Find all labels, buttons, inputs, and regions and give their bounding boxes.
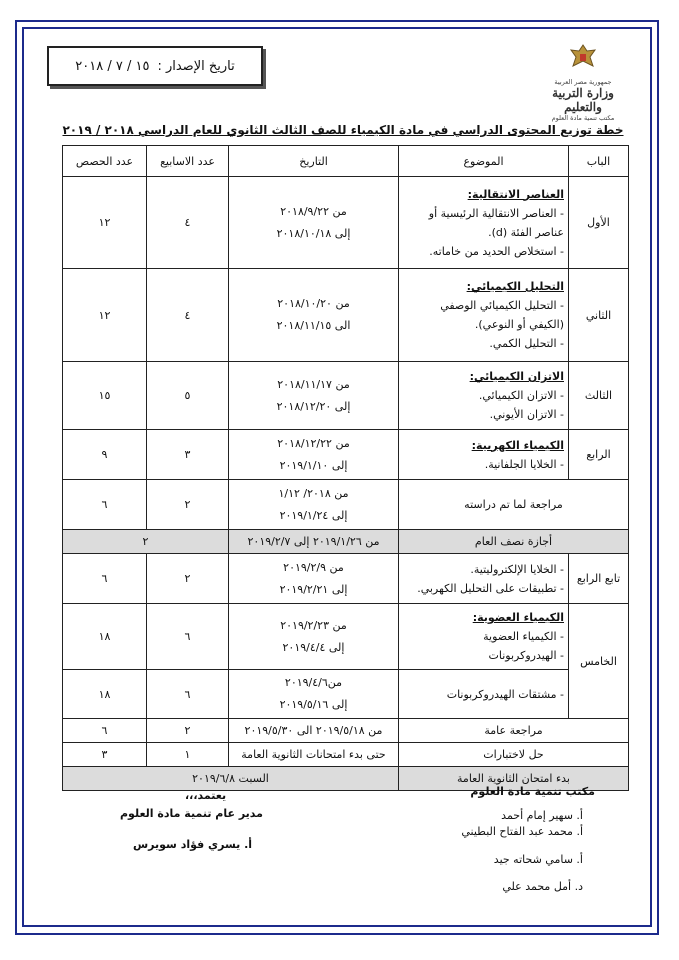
chapter-cell: الثالث <box>569 362 629 430</box>
date-to: إلى ٢٠١٨/١٢/٢٠ <box>276 399 351 413</box>
table-row <box>63 719 629 743</box>
date-from: من ٢٠١٩/٢/٩ <box>283 560 344 574</box>
table-row <box>63 480 629 530</box>
topic-line: - العناصر الانتقالية الرئيسية أو عناصر الفئة (d). <box>428 206 564 239</box>
periods-cell: ٩ <box>63 430 147 480</box>
footer-approve: يعتمد،،، <box>185 789 227 802</box>
topic-line: - التحليل الكمي. <box>489 337 564 350</box>
date-cell <box>229 480 399 530</box>
topic-line: - الكيمياء العضوية <box>483 630 564 643</box>
weeks-cell: ٦ <box>147 604 229 670</box>
footer-member: أ. محمد عبد الفتاح البطيني <box>461 825 583 838</box>
topic-cell: بدء امتحان الثانوية العامة <box>399 767 629 791</box>
topic-cell: أجازة نصف العام <box>399 530 629 554</box>
ministry-logo <box>543 42 623 122</box>
periods-cell: ٣ <box>63 743 147 767</box>
date-cell: حتى بدء امتحانات الثانوية العامة <box>229 743 399 767</box>
table-row <box>63 430 629 480</box>
plan-table <box>62 145 629 791</box>
date-cell: من ٢٠١٩/١/٢٦ إلى ٢٠١٩/٢/٧ <box>229 530 399 554</box>
topic-heading: العناصر الانتقالية: <box>467 187 564 201</box>
table-row <box>63 670 629 719</box>
logo-country: جمهورية مصر العربية <box>554 78 612 86</box>
table-row <box>63 362 629 430</box>
topic-heading: التحليل الكيميائي: <box>466 280 564 293</box>
date-from: من ٢٠١٨/١١/١٧ <box>277 377 350 391</box>
chapter-cell: الثاني <box>569 269 629 362</box>
date-to: إلى ٢٠١٩/١/٢٤ <box>279 508 348 522</box>
footer-office: مكتب تنمية مادة العلوم <box>470 785 595 798</box>
topic-cell: مراجعة لما تم دراسته <box>399 480 629 530</box>
periods-cell: ٦ <box>63 719 147 743</box>
topic-cell <box>399 430 569 480</box>
chapter-cell: الرابع <box>569 430 629 480</box>
date-cell: من ٢٠١٩/٥/١٨ الى ٢٠١٩/٥/٣٠ <box>229 719 399 743</box>
table-row-holiday <box>63 530 629 554</box>
topic-line: - الهيدروكربونات <box>488 649 564 662</box>
topic-heading: الكيمياء العضوية: <box>472 611 564 624</box>
periods-cell: ١٥ <box>63 362 147 430</box>
date-from: من ٢٠١٨/ ١/١٢ <box>278 486 349 500</box>
weeks-cell: ٦ <box>147 670 229 719</box>
date-cell: السبت ٢٠١٩/٦/٨ <box>63 767 399 791</box>
chapter-cell: الخامس <box>569 604 629 719</box>
weeks-cell: ٢ <box>63 530 229 554</box>
topic-line: - مشتقات الهيدروكربونات <box>446 687 564 701</box>
date-cell <box>229 430 399 480</box>
footer-member: أ. سامي شحاته جيد <box>493 853 583 866</box>
periods-cell: ١٨ <box>63 670 147 719</box>
header-topic: الموضوع <box>399 146 569 177</box>
date-to: إلى ٢٠١٩/٤/٤ <box>282 640 345 654</box>
topic-cell <box>399 362 569 430</box>
weeks-cell: ٤ <box>147 177 229 269</box>
date-cell <box>229 670 399 719</box>
date-from: من ٢٠١٩/٢/٢٣ <box>280 618 347 632</box>
weeks-cell: ٥ <box>147 362 229 430</box>
date-to: إلى ٢٠١٨/١٠/١٨ <box>276 226 351 240</box>
topic-cell: حل لاختبارات <box>399 743 629 767</box>
weeks-cell: ٣ <box>147 430 229 480</box>
page-title: خطة توزيع المحتوى الدراسي في مادة الكيمياء للصف الثالث الثانوي للعام الدراسي ٢٠١٨ / ٢٠١٩ <box>62 123 624 137</box>
table-row <box>63 743 629 767</box>
topic-cell: مراجعة عامة <box>399 719 629 743</box>
date-to: إلى ٢٠١٩/٢/٢١ <box>279 582 348 596</box>
topic-cell <box>399 269 569 362</box>
header-periods: عدد الحصص <box>63 146 147 177</box>
date-from: من ٢٠١٨/١٢/٢٢ <box>277 436 350 450</box>
date-from: من ٢٠١٨/١٠/٢٠ <box>277 297 350 310</box>
topic-heading: الاتزان الكيميائي: <box>469 370 564 383</box>
footer-director-name: أ. يسري فؤاد سويرس <box>133 838 253 851</box>
topic-cell <box>399 554 569 604</box>
topic-line: - استخلاص الحديد من خاماته. <box>429 244 564 258</box>
logo-office: مكتب تنمية مادة العلوم <box>551 114 615 122</box>
date-cell <box>229 269 399 362</box>
periods-cell: ١٨ <box>63 604 147 670</box>
date-to: إلى ٢٠١٩/١/١٠ <box>279 458 348 472</box>
date-to: إلى ٢٠١٩/٥/١٦ <box>279 698 348 711</box>
footer-member: د. أمل محمد علي <box>502 880 583 893</box>
periods-cell: ١٢ <box>63 269 147 362</box>
header-weeks: عدد الاسابيع <box>147 146 229 177</box>
topic-line: - التحليل الكيميائي الوصفي (الكيفي أو النوعي). <box>440 299 564 331</box>
topic-cell <box>399 670 569 719</box>
weeks-cell: ٢ <box>147 554 229 604</box>
eagle-emblem-icon <box>568 42 598 72</box>
date-from: من ٢٠١٨/٩/٢٢ <box>280 204 347 218</box>
date-from: من٢٠١٩/٤/٦ <box>284 676 343 689</box>
weeks-cell: ١ <box>147 743 229 767</box>
table-row <box>63 554 629 604</box>
date-cell <box>229 554 399 604</box>
footer-member: أ. سهير إمام أحمد <box>501 809 583 822</box>
chapter-cell: الأول <box>569 177 629 269</box>
topic-line: - الاتزان الكيميائي. <box>478 389 564 402</box>
periods-cell: ٦ <box>63 480 147 530</box>
periods-cell: ٦ <box>63 554 147 604</box>
table-header-row <box>63 146 629 177</box>
issue-date-box <box>47 46 263 86</box>
header-chapter: الباب <box>569 146 629 177</box>
topic-line: - الاتزان الأيوني. <box>489 408 564 421</box>
table-row <box>63 269 629 362</box>
logo-ministry: وزارة التربية والتعليم <box>552 86 614 114</box>
date-to: الى ٢٠١٨/١١/١٥ <box>276 319 351 332</box>
periods-cell: ١٢ <box>63 177 147 269</box>
weeks-cell: ٢ <box>147 480 229 530</box>
topic-cell <box>399 604 569 670</box>
header-date: التاريخ <box>229 146 399 177</box>
topic-line: - الخلايا الجلفانية. <box>484 457 564 471</box>
table-row <box>63 177 629 269</box>
issue-date-value: ١٥ / ٧ / ٢٠١٨ <box>75 58 150 74</box>
issue-date-label: تاريخ الإصدار : <box>157 58 235 74</box>
topic-line: - تطبيقات على التحليل الكهربي. <box>417 581 564 595</box>
date-cell <box>229 604 399 670</box>
date-cell <box>229 362 399 430</box>
weeks-cell: ٢ <box>147 719 229 743</box>
footer-director-title: مدير عام تنمية مادة العلوم <box>120 807 263 820</box>
date-cell <box>229 177 399 269</box>
topic-cell <box>399 177 569 269</box>
table-row <box>63 604 629 670</box>
topic-line: - الخلايا الإلكتروليتية. <box>470 562 564 576</box>
weeks-cell: ٤ <box>147 269 229 362</box>
topic-heading: الكيمياء الكهربية: <box>471 438 564 452</box>
chapter-cell: تابع الرابع <box>569 554 629 604</box>
